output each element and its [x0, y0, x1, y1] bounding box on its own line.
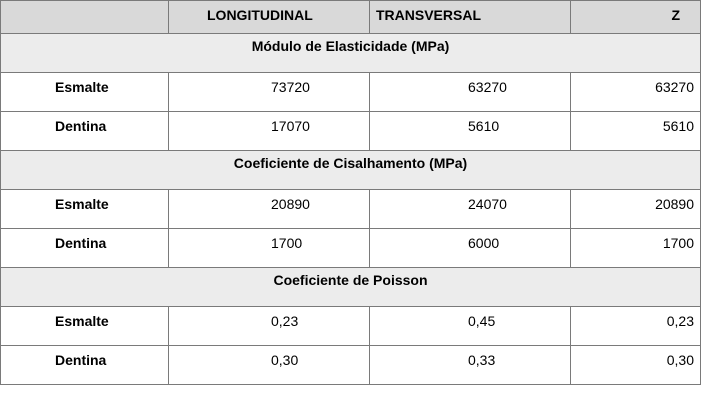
- table-row: [1, 307, 701, 346]
- value-transversal: 0,45: [370, 307, 571, 346]
- section-title: Coeficiente de Cisalhamento (MPa): [1, 151, 701, 190]
- table-row: [1, 346, 701, 385]
- row-label: Esmalte: [1, 73, 169, 112]
- value-transversal: 5610: [370, 112, 571, 151]
- table-row: [1, 229, 701, 268]
- value-transversal: 63270: [370, 73, 571, 112]
- section-title-row: [1, 34, 701, 73]
- header-transversal: TRANSVERSAL: [370, 1, 571, 34]
- header-z: Z: [571, 1, 701, 34]
- value-longitudinal: 17070: [169, 112, 370, 151]
- header-longitudinal: LONGITUDINAL: [169, 1, 370, 34]
- section-title-row: [1, 268, 701, 307]
- value-z: 20890: [571, 190, 701, 229]
- table-row: [1, 73, 701, 112]
- table-row: [1, 190, 701, 229]
- value-transversal: 24070: [370, 190, 571, 229]
- value-z: 1700: [571, 229, 701, 268]
- value-longitudinal: 1700: [169, 229, 370, 268]
- value-z: 0,23: [571, 307, 701, 346]
- row-label: Dentina: [1, 229, 169, 268]
- value-z: 63270: [571, 73, 701, 112]
- value-transversal: 6000: [370, 229, 571, 268]
- table-row: [1, 112, 701, 151]
- value-longitudinal: 20890: [169, 190, 370, 229]
- value-z: 5610: [571, 112, 701, 151]
- row-label: Dentina: [1, 346, 169, 385]
- value-longitudinal: 73720: [169, 73, 370, 112]
- row-label: Esmalte: [1, 307, 169, 346]
- section-title: Módulo de Elasticidade (MPa): [1, 34, 701, 73]
- row-label: Dentina: [1, 112, 169, 151]
- value-transversal: 0,33: [370, 346, 571, 385]
- section-title-row: [1, 151, 701, 190]
- header-corner-cell: [1, 1, 169, 34]
- value-longitudinal: 0,23: [169, 307, 370, 346]
- header-row: [1, 1, 701, 34]
- section-title: Coeficiente de Poisson: [1, 268, 701, 307]
- row-label: Esmalte: [1, 190, 169, 229]
- value-longitudinal: 0,30: [169, 346, 370, 385]
- value-z: 0,30: [571, 346, 701, 385]
